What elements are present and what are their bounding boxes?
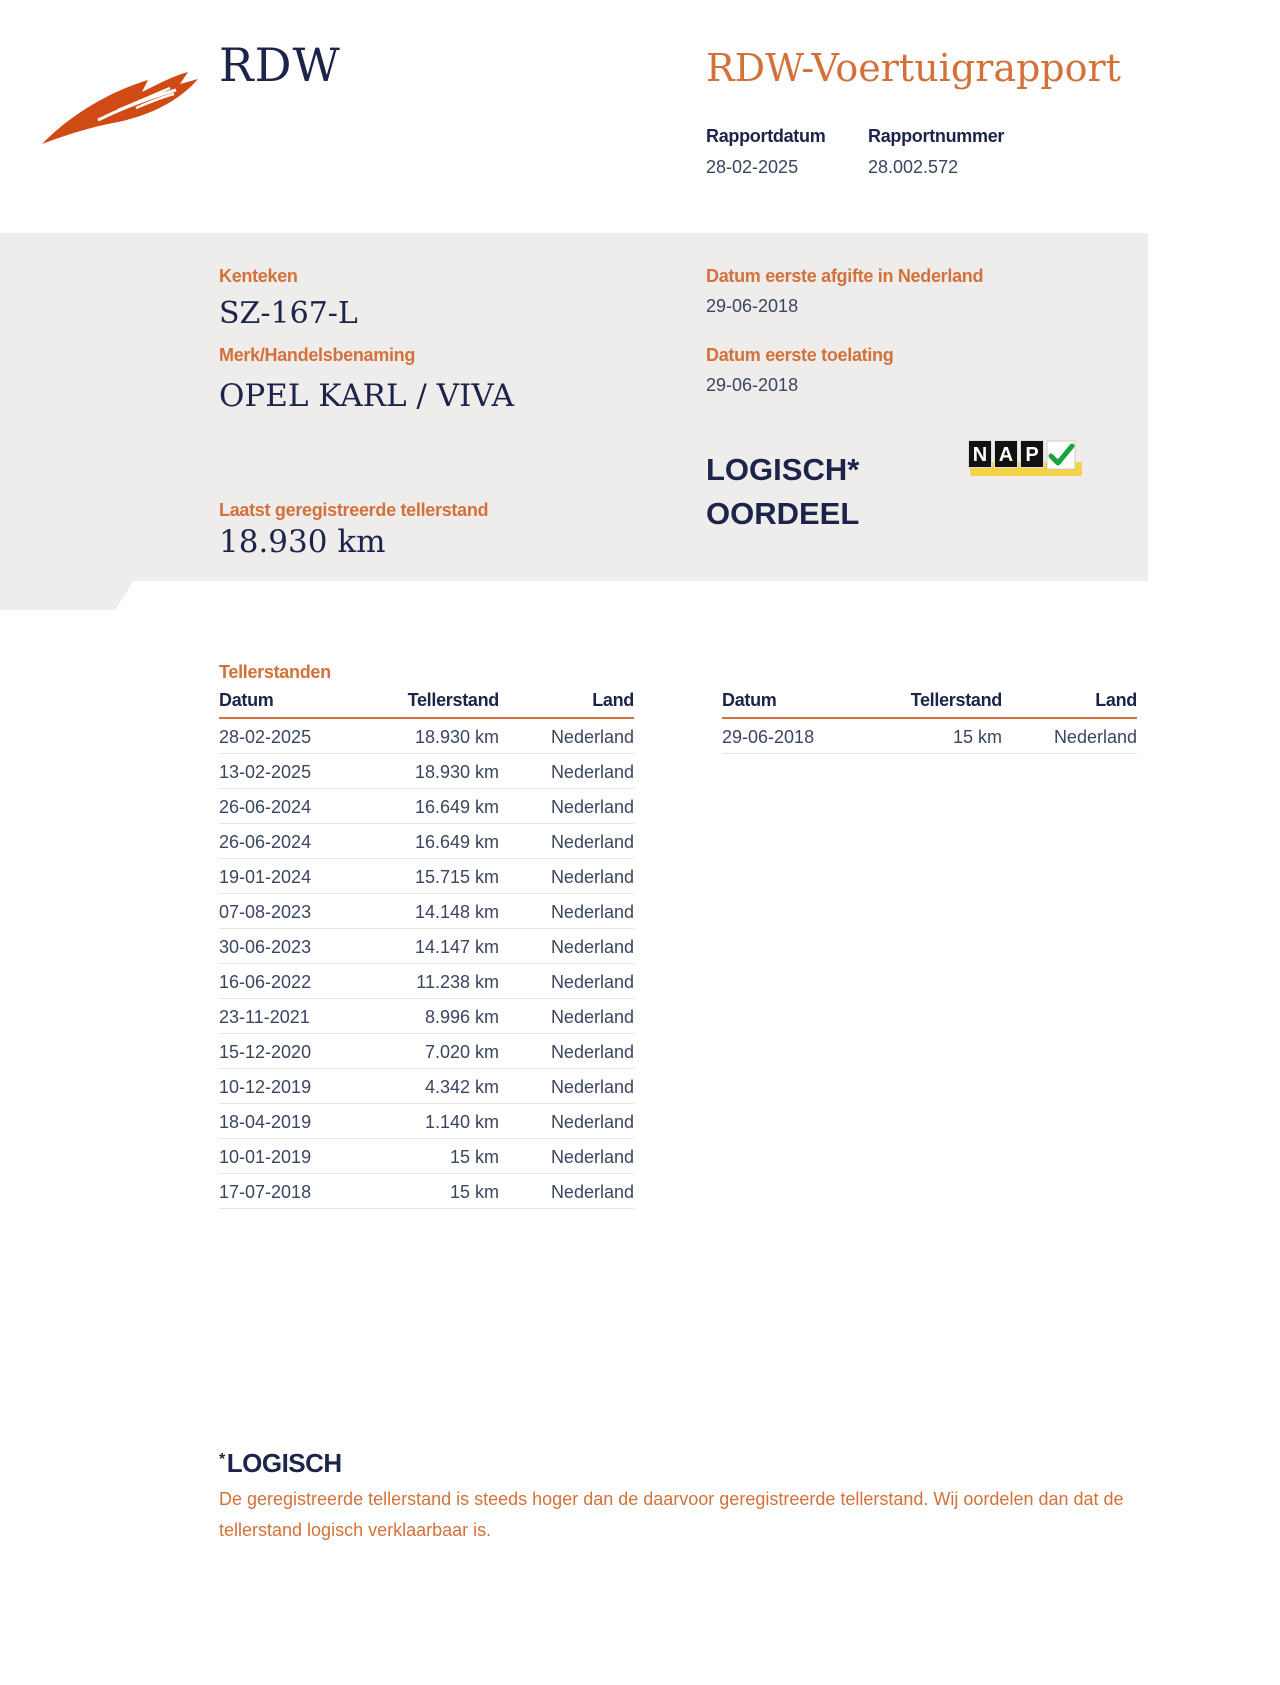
kenteken-value: SZ-167-L bbox=[219, 296, 358, 331]
column-header-date: Datum bbox=[219, 688, 379, 718]
table-row bbox=[219, 1173, 634, 1208]
verdict-line-1: LOGISCH* bbox=[706, 452, 860, 487]
table-row bbox=[219, 893, 634, 928]
first-issue-label: Datum eerste afgifte in Nederland bbox=[706, 266, 984, 286]
kenteken-label: Kenteken bbox=[219, 266, 298, 286]
column-header-country: Land bbox=[1002, 688, 1137, 718]
brand-name: RDW bbox=[219, 38, 341, 92]
table-row bbox=[219, 1103, 634, 1138]
merk-value: OPEL KARL / VIVA bbox=[219, 378, 515, 414]
report-title: RDW-Voertuigrapport bbox=[706, 46, 1121, 90]
table-row bbox=[219, 788, 634, 823]
cell-country: Nederland bbox=[499, 753, 634, 788]
report-number-value: 28.002.572 bbox=[868, 157, 959, 177]
table-row bbox=[219, 823, 634, 858]
last-odometer-label: Laatst geregistreerde tellerstand bbox=[219, 500, 489, 520]
cell-date: 10-12-2019 bbox=[219, 1068, 379, 1103]
table-row bbox=[219, 963, 634, 998]
odometer-table-left bbox=[219, 688, 634, 1209]
nap-letter-p: P bbox=[1020, 440, 1044, 468]
verdict-line-2: OORDEEL bbox=[706, 496, 860, 531]
report-date-block bbox=[706, 126, 825, 178]
cell-date: 28-02-2025 bbox=[219, 718, 379, 753]
first-issue-value: 29-06-2018 bbox=[706, 296, 799, 316]
cell-country: Nederland bbox=[499, 998, 634, 1033]
cell-country: Nederland bbox=[499, 928, 634, 963]
cell-country: Nederland bbox=[499, 1033, 634, 1068]
first-admission-value: 29-06-2018 bbox=[706, 375, 799, 395]
cell-reading: 14.148 km bbox=[379, 893, 499, 928]
cell-reading: 8.996 km bbox=[379, 998, 499, 1033]
cell-reading: 16.649 km bbox=[379, 823, 499, 858]
cell-country: Nederland bbox=[499, 823, 634, 858]
first-admission-label: Datum eerste toelating bbox=[706, 345, 894, 365]
cell-reading: 18.930 km bbox=[379, 753, 499, 788]
cell-country: Nederland bbox=[499, 893, 634, 928]
cell-reading: 16.649 km bbox=[379, 788, 499, 823]
table-header-row bbox=[722, 688, 1137, 718]
vehicle-panel-tail bbox=[0, 580, 134, 610]
odometer-table-right bbox=[722, 688, 1137, 754]
cell-country: Nederland bbox=[499, 963, 634, 998]
table-row bbox=[219, 928, 634, 963]
cell-country: Nederland bbox=[499, 858, 634, 893]
nap-letter-n: N bbox=[968, 440, 992, 468]
rdw-logo-icon bbox=[38, 62, 198, 152]
cell-date: 30-06-2023 bbox=[219, 928, 379, 963]
cell-reading: 18.930 km bbox=[379, 718, 499, 753]
cell-date: 23-11-2021 bbox=[219, 998, 379, 1033]
odometer-section-title: Tellerstanden bbox=[219, 662, 331, 682]
cell-date: 13-02-2025 bbox=[219, 753, 379, 788]
column-header-date: Datum bbox=[722, 688, 882, 718]
cell-country: Nederland bbox=[499, 1173, 634, 1208]
table-row bbox=[219, 718, 634, 753]
cell-date: 10-01-2019 bbox=[219, 1138, 379, 1173]
checkmark-icon bbox=[1046, 440, 1076, 470]
cell-date: 26-06-2024 bbox=[219, 788, 379, 823]
cell-reading: 11.238 km bbox=[379, 963, 499, 998]
cell-country: Nederland bbox=[499, 1103, 634, 1138]
cell-country: Nederland bbox=[1002, 718, 1137, 753]
nap-letter-a: A bbox=[994, 440, 1018, 468]
cell-date: 18-04-2019 bbox=[219, 1103, 379, 1138]
merk-label: Merk/Handelsbenaming bbox=[219, 345, 416, 365]
table-row bbox=[722, 718, 1137, 753]
cell-country: Nederland bbox=[499, 718, 634, 753]
cell-country: Nederland bbox=[499, 1138, 634, 1173]
table-row bbox=[219, 858, 634, 893]
cell-date: 16-06-2022 bbox=[219, 963, 379, 998]
verdict bbox=[706, 448, 859, 536]
cell-reading: 14.147 km bbox=[379, 928, 499, 963]
cell-country: Nederland bbox=[499, 788, 634, 823]
cell-date: 17-07-2018 bbox=[219, 1173, 379, 1208]
cell-date: 15-12-2020 bbox=[219, 1033, 379, 1068]
table-header-row bbox=[219, 688, 634, 718]
footnote-title-text: LOGISCH bbox=[226, 1448, 342, 1478]
nap-logo bbox=[966, 440, 1086, 486]
cell-reading: 15 km bbox=[379, 1173, 499, 1208]
footnote-star: * bbox=[219, 1451, 225, 1468]
cell-reading: 7.020 km bbox=[379, 1033, 499, 1068]
footnote-title bbox=[219, 1448, 342, 1479]
table-row bbox=[219, 1068, 634, 1103]
last-odometer-value: 18.930 km bbox=[219, 524, 386, 560]
report-number-block bbox=[868, 126, 1004, 178]
table-row bbox=[219, 1033, 634, 1068]
column-header-reading: Tellerstand bbox=[379, 688, 499, 718]
table-row bbox=[219, 998, 634, 1033]
report-date-label: Rapportdatum bbox=[706, 126, 826, 146]
cell-reading: 4.342 km bbox=[379, 1068, 499, 1103]
table-row bbox=[219, 1138, 634, 1173]
cell-country: Nederland bbox=[499, 1068, 634, 1103]
cell-reading: 15 km bbox=[379, 1138, 499, 1173]
cell-reading: 15 km bbox=[882, 718, 1002, 753]
column-header-reading: Tellerstand bbox=[882, 688, 1002, 718]
cell-date: 26-06-2024 bbox=[219, 823, 379, 858]
report-date-value: 28-02-2025 bbox=[706, 157, 799, 177]
cell-date: 19-01-2024 bbox=[219, 858, 379, 893]
cell-date: 07-08-2023 bbox=[219, 893, 379, 928]
column-header-country: Land bbox=[499, 688, 634, 718]
footnote-text: De geregistreerde tellerstand is steeds hoger dan de daarvoor geregistreerde tellerstand. Wij oordelen dan dat de tellerstand logisch verklaarbaar is. bbox=[219, 1489, 1124, 1540]
cell-date: 29-06-2018 bbox=[722, 718, 882, 753]
report-number-label: Rapportnummer bbox=[868, 126, 1005, 146]
table-row bbox=[219, 753, 634, 788]
cell-reading: 15.715 km bbox=[379, 858, 499, 893]
cell-reading: 1.140 km bbox=[379, 1103, 499, 1138]
